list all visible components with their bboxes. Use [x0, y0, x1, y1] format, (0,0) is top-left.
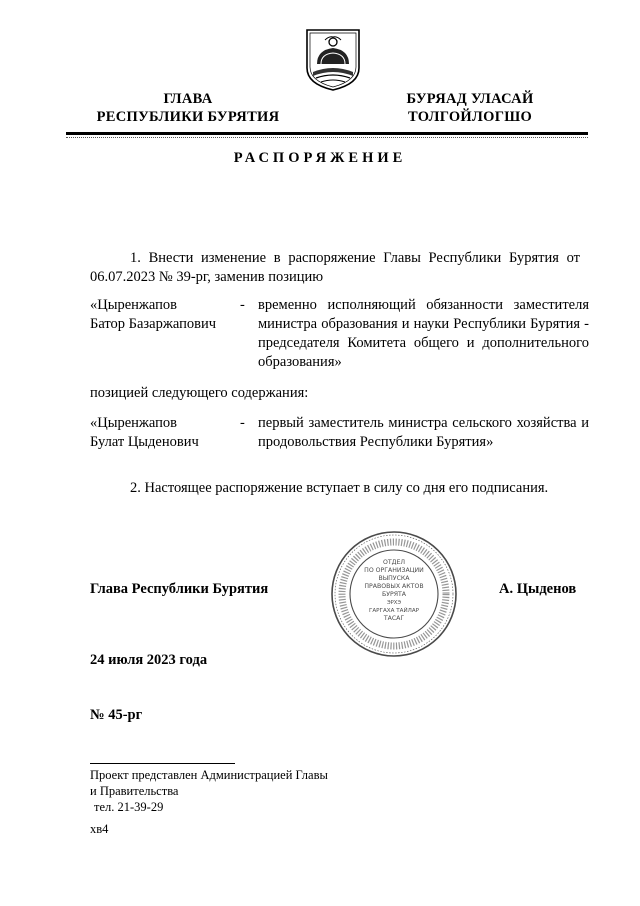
document-title: РАСПОРЯЖЕНИЕ: [233, 150, 407, 166]
document-number: № 45-рг: [90, 707, 143, 723]
header-left-line1: ГЛАВА: [163, 91, 213, 107]
item-2-text: 2. Настоящее распоряжение вступает в силу со дня его подписания.: [130, 480, 549, 496]
footer-line1: Проект представлен Администрацией Главы: [90, 768, 328, 782]
old-position-dash: -: [240, 297, 245, 313]
header-right-line1: БУРЯАД УЛАСАЙ: [406, 91, 534, 107]
svg-text:ГАРГАХА ТАЙЛАР: ГАРГАХА ТАЙЛАР: [368, 608, 420, 614]
new-position-name-line1: «Цыренжапов: [90, 415, 178, 431]
footer-line2: и Правительства: [90, 784, 179, 798]
footer-rule: [90, 763, 235, 764]
footer-note: [90, 767, 390, 815]
signature-name: А. Цыденов: [499, 581, 577, 597]
svg-text:ТАСАГ: ТАСАГ: [383, 615, 405, 622]
header-right-line2: ТОЛГОЙЛОГШО: [407, 109, 533, 125]
old-position-text: временно исполняющий обязанности заместителя министра образования и науки Республики Бурятия - председателя Комитета общего и дополнительного образования»: [258, 297, 589, 370]
item-1-text: 1. Внести изменение в распоряжение Главы Республики Бурятия от 06.07.2023 № 39-рг, заменив позицию: [90, 250, 580, 285]
header-left: [88, 90, 288, 126]
official-stamp: [330, 530, 458, 658]
coat-of-arms-emblem: [303, 28, 363, 92]
header-left-line2: РЕСПУБЛИКИ БУРЯТИЯ: [96, 109, 280, 125]
old-position-name: [90, 296, 240, 334]
footer-code: хв4: [90, 822, 109, 836]
following-text: позицией следующего содержания:: [90, 385, 309, 401]
new-position-dash: -: [240, 415, 245, 431]
svg-text:ПО ОРГАНИЗАЦИИ: ПО ОРГАНИЗАЦИИ: [364, 567, 424, 574]
new-position-text: первый заместитель министра сельского хозяйства и продовольствия Республики Бурятия»: [258, 415, 589, 450]
svg-text:ПРАВОВЫХ АКТОВ: ПРАВОВЫХ АКТОВ: [364, 583, 424, 590]
old-position-name-line1: «Цыренжапов: [90, 297, 178, 313]
svg-text:БУРЯТА: БУРЯТА: [381, 591, 407, 598]
signature-position: Глава Республики Бурятия: [90, 581, 269, 597]
new-position-name-line2: Булат Цыденович: [90, 434, 199, 450]
old-position-name-line2: Батор Базаржапович: [90, 316, 217, 332]
header-rule-thick: [66, 132, 588, 135]
svg-text:ЭРХЭ: ЭРХЭ: [387, 600, 401, 606]
header-right: [385, 90, 555, 126]
header-rule-dotted: [66, 137, 588, 138]
svg-text:ОТДЕЛ: ОТДЕЛ: [382, 559, 406, 566]
document-date: 24 июля 2023 года: [90, 652, 208, 668]
footer-phone: тел. 21-39-29: [94, 800, 164, 814]
new-position-name: [90, 414, 240, 452]
svg-text:ВЫПУСКА: ВЫПУСКА: [378, 575, 410, 582]
